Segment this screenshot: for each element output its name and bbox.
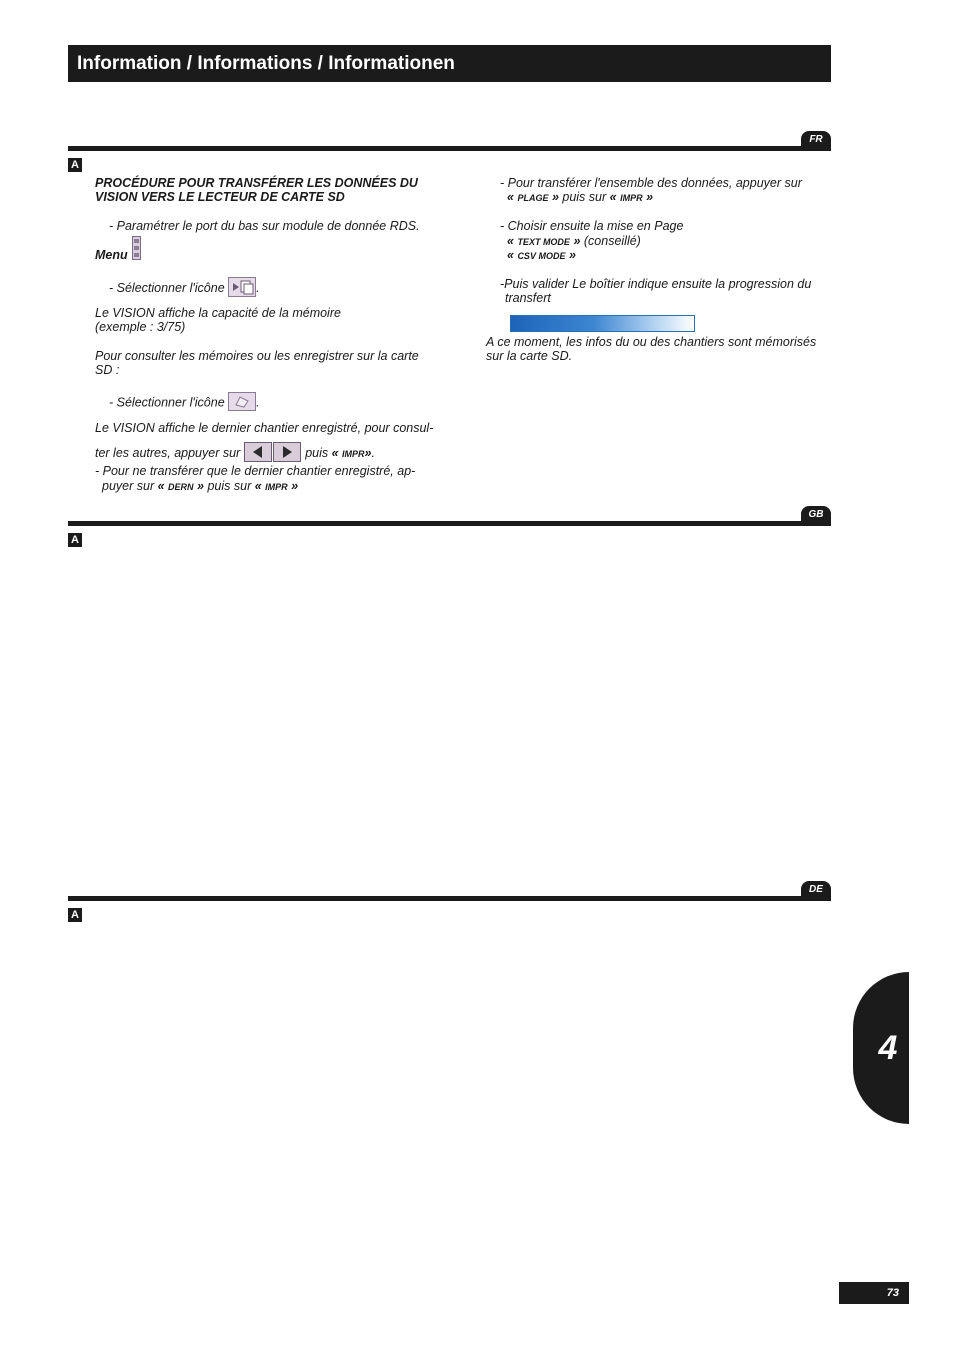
menu-label: Menu [95,248,128,262]
section-rule-de [68,896,831,901]
transfer-all-line1: - Pour transférer l'ensemble des données, appuyer sur [500,176,802,190]
menu-icon [132,236,141,260]
chapter-tab: 4 [853,972,909,1124]
memory-transfer-icon [228,277,256,300]
lang-tab-gb: GB [801,506,831,524]
final-text-line2: sur la carte SD. [486,349,573,363]
lang-tab-de: DE [801,881,831,899]
csv-mode-option: « CSV MODE » [507,248,576,262]
arrow-left-right-icon [244,442,302,465]
procedure-title-line2: VISION VERS LE LECTEUR DE CARTE SD [95,190,345,204]
validate-line2: transfert [505,291,551,305]
only-last-text-line2: puyer sur « DERN » puis sur « IMPR » [102,479,299,493]
transfer-progress-bar [510,315,695,332]
step-port-setting: - Paramétrer le port du bas sur module de donnée RDS. [109,219,420,233]
procedure-title-line1: PROCÉDURE POUR TRANSFÉRER LES DONNÉES DU [95,176,418,190]
validate-line1: -Puis valider Le boîtier indique ensuite la progression du [500,277,812,291]
section-marker-fr: A [68,158,82,172]
layout-choice-line: - Choisir ensuite la mise en Page [500,219,684,233]
last-site-text-line1: Le VISION affiche le dernier chantier enregistré, pour consul- [95,421,434,435]
only-last-text-line1: - Pour ne transférer que le dernier chantier enregistré, ap- [95,464,416,478]
section-marker-gb: A [68,533,82,547]
page-number: 73 [839,1282,909,1304]
page-header: Information / Informations / Informationen [68,45,831,82]
section-marker-de: A [68,908,82,922]
capacity-text-line2: (exemple : 3/75) [95,320,186,334]
select-icon-step-1: - Sélectionner l'icône . [109,277,260,300]
last-site-text-line2: ter les autres, appuyer sur puis « IMPR». [95,442,375,465]
sd-card-icon [228,392,256,414]
consult-text-line2: SD : [95,363,120,377]
text-mode-option: « TEXT MODE » (conseillé) [507,234,641,248]
transfer-all-line2: « PLAGE » puis sur « IMPR » [507,190,654,204]
capacity-text-line1: Le VISION affiche la capacité de la mémoire [95,306,341,320]
section-rule-fr [68,146,831,151]
consult-text-line1: Pour consulter les mémoires ou les enregistrer sur la carte [95,349,419,363]
section-rule-gb [68,521,831,526]
lang-tab-fr: FR [801,131,831,149]
final-text-line1: A ce moment, les infos du ou des chantiers sont mémorisés [486,335,817,349]
select-icon-step-2: - Sélectionner l'icône . [109,392,260,414]
